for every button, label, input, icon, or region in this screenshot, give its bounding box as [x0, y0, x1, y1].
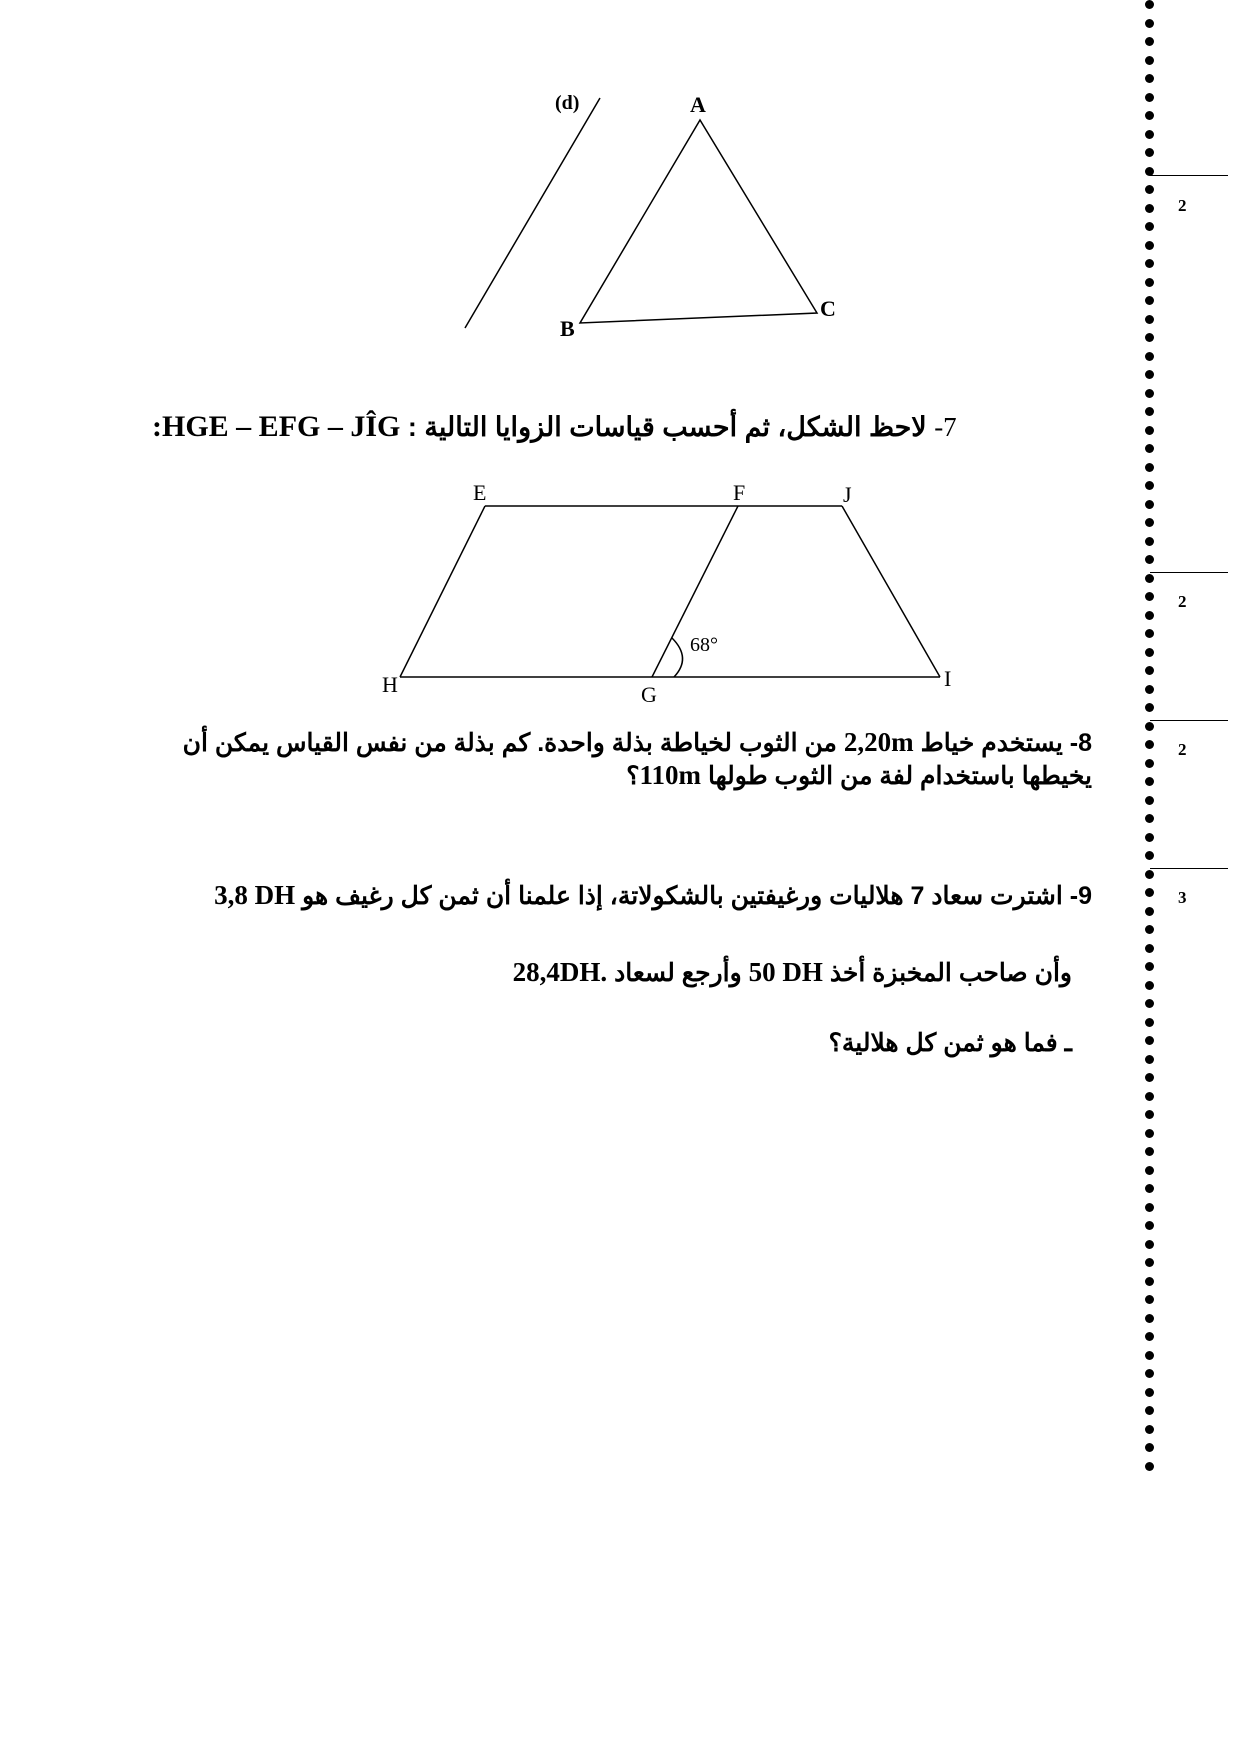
label-h: H [382, 672, 398, 697]
score-1: 2 [1178, 196, 1187, 215]
margin-dotted-line [1140, 0, 1160, 1500]
margin-dot [1145, 0, 1154, 9]
margin-dot [1145, 1332, 1154, 1341]
question-9-number: -9 [1069, 882, 1092, 910]
margin-dot [1145, 740, 1154, 749]
margin-dot [1145, 555, 1154, 564]
margin-dot [1145, 426, 1154, 435]
margin-dot [1145, 722, 1154, 731]
margin-dot [1145, 685, 1154, 694]
margin-dot [1145, 592, 1154, 601]
angle-value: 68° [690, 634, 718, 656]
margin-dot [1145, 814, 1154, 823]
margin-dot [1145, 962, 1154, 971]
question-8-text-a: يستخدم خياط [920, 729, 1063, 757]
question-8-number: -8 [1069, 729, 1092, 757]
margin-dot [1145, 1369, 1154, 1378]
question-8-value-b: 110m [639, 760, 702, 790]
score-4: 3 [1178, 888, 1187, 907]
question-9-line-1 [214, 880, 1092, 911]
question-8-text-b: من الثوب لخياطة بذلة واحدة. كم بذلة من نفس القياس يمكن أن [182, 729, 837, 757]
triangle-abc [580, 120, 817, 323]
margin-dot [1145, 537, 1154, 546]
margin-dot [1145, 1036, 1154, 1045]
margin-dot [1145, 1110, 1154, 1119]
margin-dot [1145, 1295, 1154, 1304]
margin-dot [1145, 518, 1154, 527]
margin-dot [1145, 259, 1154, 268]
margin-dot [1145, 148, 1154, 157]
margin-dot [1145, 37, 1154, 46]
margin-dot [1145, 1203, 1154, 1212]
margin-dot [1145, 463, 1154, 472]
margin-dot [1145, 481, 1154, 490]
question-7 [152, 410, 1070, 444]
margin-dot [1145, 204, 1154, 213]
margin-dot [1145, 500, 1154, 509]
margin-dot [1145, 222, 1154, 231]
label-c: C [820, 296, 836, 321]
margin-dot [1145, 241, 1154, 250]
margin-dot [1145, 1406, 1154, 1415]
figure-triangle [0, 0, 1240, 360]
margin-dot [1145, 407, 1154, 416]
question-7-number: -7 [934, 412, 957, 442]
margin-dot [1145, 666, 1154, 675]
label-b: B [560, 316, 575, 341]
label-f: F [733, 480, 746, 505]
label-a: A [690, 92, 706, 117]
score-3: 2 [1178, 740, 1187, 759]
margin-dot [1145, 1240, 1154, 1249]
margin-dot [1145, 1443, 1154, 1452]
question-8-line-1 [183, 727, 1092, 758]
score-divider-2 [1150, 572, 1228, 573]
question-8-line-2 [626, 760, 1092, 791]
margin-dot [1145, 1073, 1154, 1082]
margin-dot [1145, 19, 1154, 28]
question-8-value-a: 2,20m [843, 727, 914, 757]
margin-dot [1145, 278, 1154, 287]
margin-dot [1145, 944, 1154, 953]
margin-dot [1145, 870, 1154, 879]
margin-dot [1145, 981, 1154, 990]
margin-dot [1145, 851, 1154, 860]
margin-dot [1145, 1425, 1154, 1434]
margin-dot [1145, 777, 1154, 786]
margin-dot [1145, 759, 1154, 768]
question-8-text-c: يخيطها باستخدام لفة من الثوب طولها [708, 762, 1092, 790]
margin-dot [1145, 888, 1154, 897]
margin-dot [1145, 389, 1154, 398]
score-2: 2 [1178, 592, 1187, 611]
margin-dot [1145, 611, 1154, 620]
score-divider-3 [1150, 720, 1228, 721]
question-8-question-mark: ؟ [626, 762, 640, 790]
line-d [465, 98, 600, 328]
margin-dot [1145, 315, 1154, 324]
question-9-line-2 [513, 957, 1072, 988]
margin-dot [1145, 1092, 1154, 1101]
margin-dot [1145, 56, 1154, 65]
question-9-text-d: ـ فما هو ثمن كل هلالية؟ [828, 1029, 1072, 1057]
margin-dot [1145, 74, 1154, 83]
margin-dot [1145, 444, 1154, 453]
margin-dot [1145, 1147, 1154, 1156]
margin-dot [1145, 352, 1154, 361]
label-d: (d) [555, 92, 580, 114]
margin-dot [1145, 111, 1154, 120]
margin-dot [1145, 1129, 1154, 1138]
margin-dot [1145, 1351, 1154, 1360]
margin-dot [1145, 925, 1154, 934]
margin-dot [1145, 1258, 1154, 1267]
margin-dot [1145, 1018, 1154, 1027]
margin-dot [1145, 370, 1154, 379]
score-divider-1 [1150, 175, 1228, 176]
question-9-value-c: 28,4DH. [512, 957, 608, 987]
margin-dot [1145, 999, 1154, 1008]
margin-dot [1145, 1388, 1154, 1397]
margin-dot [1145, 1184, 1154, 1193]
margin-dot [1145, 648, 1154, 657]
margin-dot [1145, 93, 1154, 102]
margin-dot [1145, 1462, 1154, 1471]
label-e: E [473, 480, 487, 505]
margin-dot [1145, 1221, 1154, 1230]
margin-dot [1145, 1055, 1154, 1064]
margin-dot [1145, 1166, 1154, 1175]
margin-dot [1145, 907, 1154, 916]
question-9-value-b: 50 DH [748, 957, 823, 987]
label-i: I [944, 666, 952, 691]
angle-arc [672, 638, 683, 677]
margin-dot [1145, 130, 1154, 139]
score-divider-4 [1150, 868, 1228, 869]
margin-dot [1145, 1314, 1154, 1323]
margin-dot [1145, 333, 1154, 342]
label-j: J [843, 482, 852, 507]
margin-dot [1145, 796, 1154, 805]
margin-dot [1145, 574, 1154, 583]
margin-dot [1145, 296, 1154, 305]
question-9-text-a: اشترت سعاد 7 هلاليات ورغيفتين بالشكولاتة، إذا علمنا أن ثمن كل رغيف هو [302, 882, 1063, 910]
margin-dot [1145, 833, 1154, 842]
question-7-angles: HGE – EFG – JÎG [162, 410, 401, 443]
label-g: G [641, 682, 657, 707]
question-9-line-3 [829, 1028, 1072, 1058]
question-7-text: لاحظ الشكل، ثم أحسب قياسات الزوايا التالية : [407, 412, 927, 442]
question-7-angles-colon: : [152, 410, 162, 443]
question-9-text-b: وأن صاحب المخبزة أخذ [829, 959, 1072, 987]
margin-dot [1145, 703, 1154, 712]
question-9-text-c: وأرجع لسعاد [614, 959, 742, 987]
question-9-value-a: 3,8 DH [214, 880, 296, 910]
figure-quadrilateral [0, 480, 1240, 710]
margin-dot [1145, 629, 1154, 638]
segment-ji [842, 506, 940, 677]
margin-dot [1145, 1277, 1154, 1286]
margin-dot [1145, 185, 1154, 194]
segment-he [400, 506, 485, 677]
